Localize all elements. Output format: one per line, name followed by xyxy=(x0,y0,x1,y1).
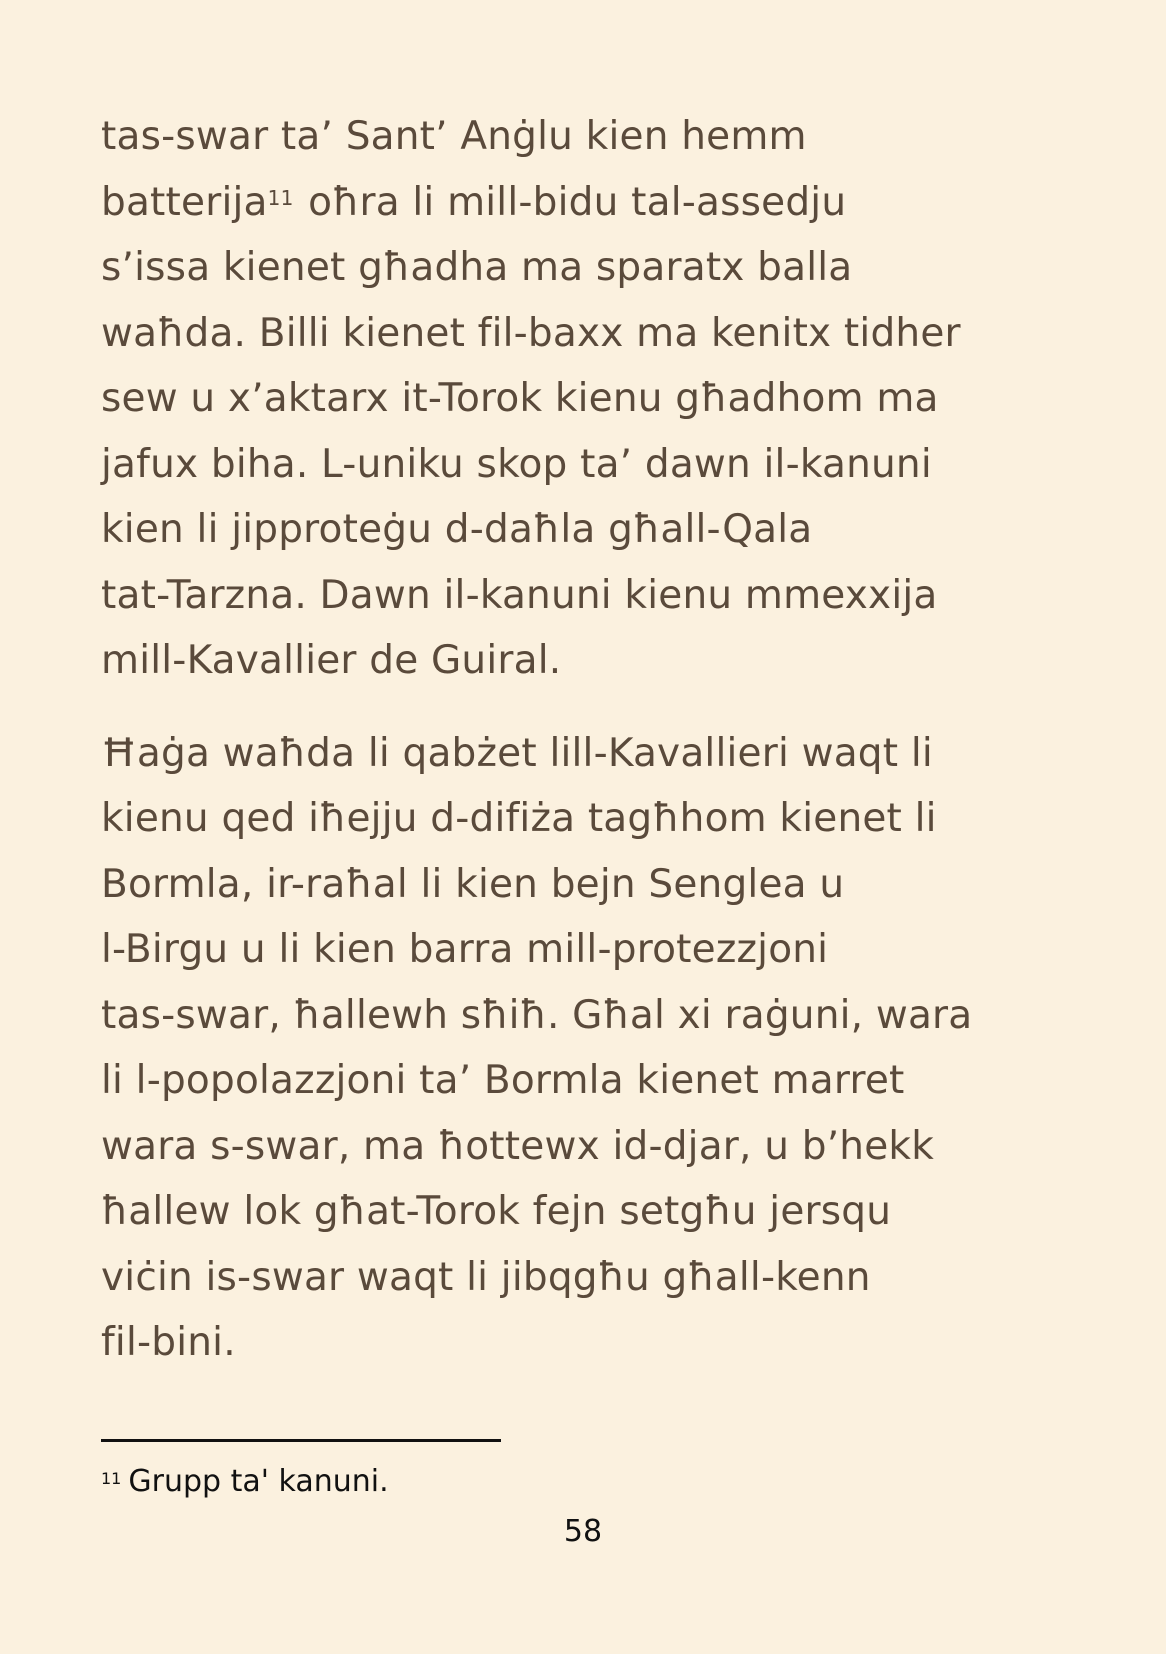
footnote xyxy=(101,1462,389,1502)
text-line: tas-swar ta’ Sant’ Anġlu kien hemm xyxy=(101,114,807,159)
footnote-separator xyxy=(101,1439,501,1442)
paragraph-1 xyxy=(101,104,1081,694)
footnoted-word: batterija xyxy=(101,179,268,225)
text-line: kien li jipproteġu d-daħla għall-Qala xyxy=(101,507,813,552)
text-line: ħallew lok għat-Torok fejn setgħu jersqu xyxy=(101,1189,892,1234)
text-line: waħda. Billi kienet fil-baxx ma kenitx tidher xyxy=(101,310,961,356)
text-line: fil-bini. xyxy=(101,1320,236,1365)
paragraph-2 xyxy=(101,721,1081,1376)
text-line-with-footnote xyxy=(101,170,1081,236)
body-text xyxy=(101,104,1081,1376)
page-number: 58 xyxy=(563,1514,603,1549)
text-line-continuation: oħra li mill-bidu tal-assedju xyxy=(308,179,847,225)
text-line: Ħaġa waħda li qabżet lill-Kavallieri waqt li xyxy=(101,730,933,776)
text-line: kienu qed iħejju d-difiża tagħhom kienet li xyxy=(101,796,937,841)
text-line: tat-Tarzna. Dawn il-kanuni kienu mmexxija xyxy=(101,572,938,618)
text-line: sew u x’aktarx it-Torok kienu għadhom ma xyxy=(101,376,939,421)
text-line: wara s-swar, ma ħottewx id-djar, u b’hekk xyxy=(101,1123,934,1169)
footnote-marker: 11 xyxy=(101,1469,122,1488)
text-line: l-Birgu u li kien barra mill-protezzjoni xyxy=(101,927,829,972)
text-line: s’issa kienet għadha ma sparatx balla xyxy=(101,245,853,290)
text-line: li l-popolazzjoni ta’ Bormla kienet marret xyxy=(101,1058,905,1103)
text-line: jafux biha. L-uniku skop ta’ dawn il-kanuni xyxy=(101,441,932,487)
footnote-reference[interactable]: 11 xyxy=(267,185,294,210)
text-line: Bormla, ir-raħal li kien bejn Senglea u xyxy=(101,861,845,907)
text-line: viċin is-swar waqt li jibqgħu għall-kenn xyxy=(101,1254,871,1300)
footnote-text: Grupp ta' kanuni. xyxy=(128,1464,389,1499)
text-line: mill-Kavallier de Guiral. xyxy=(101,638,562,683)
text-line: tas-swar, ħallewh sħiħ. Għal xi raġuni, wara xyxy=(101,992,973,1038)
